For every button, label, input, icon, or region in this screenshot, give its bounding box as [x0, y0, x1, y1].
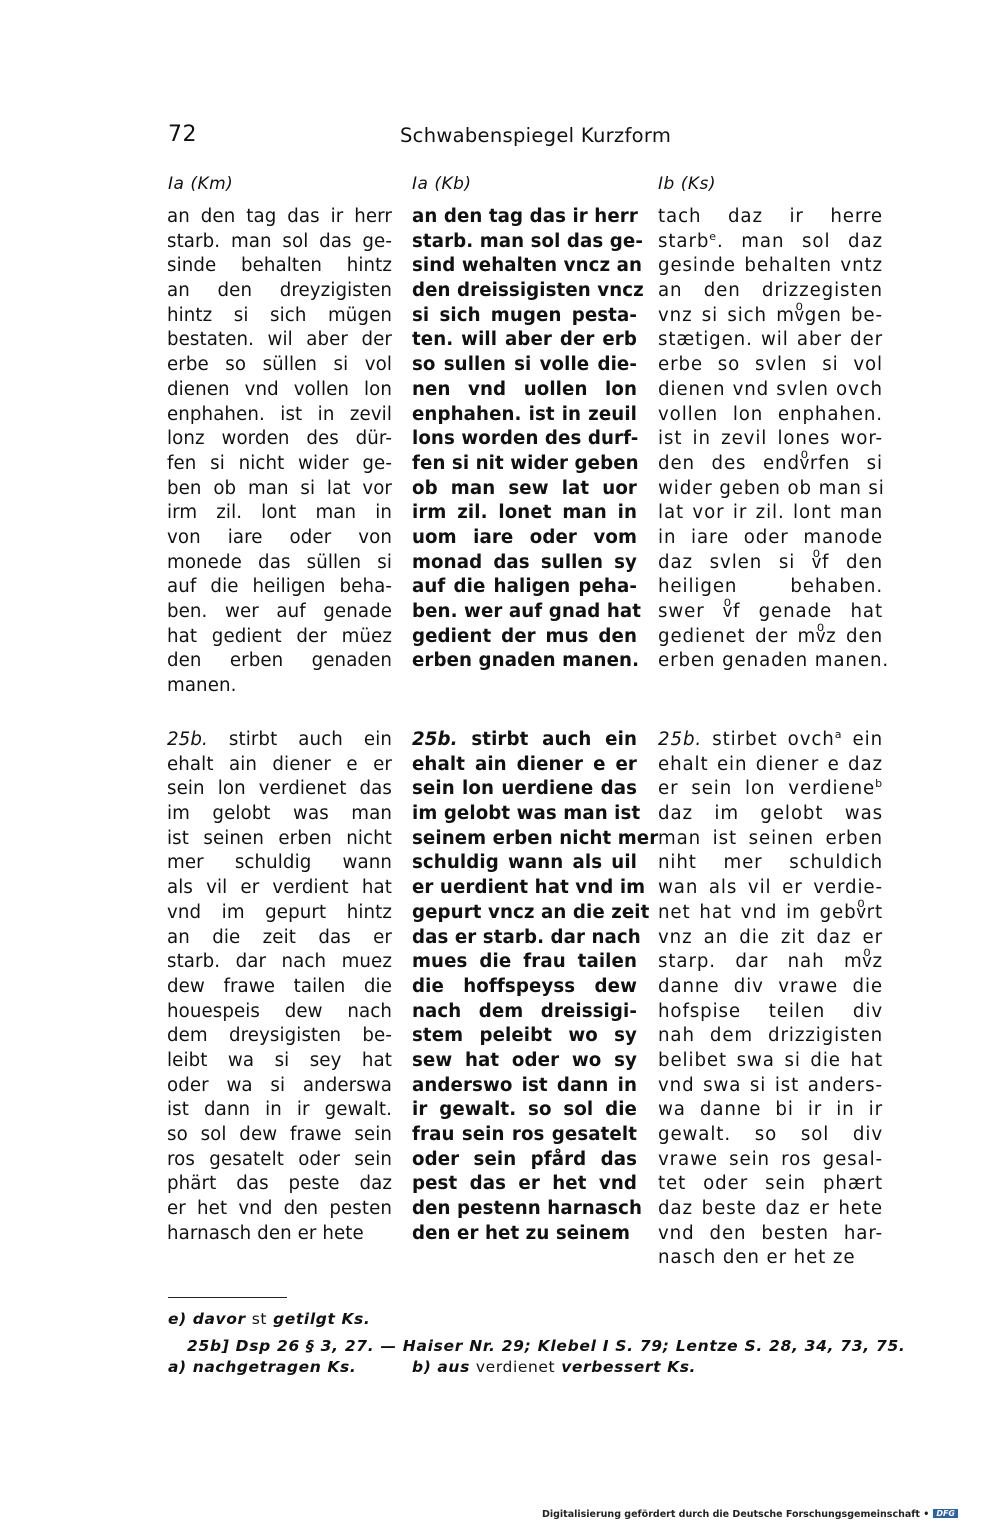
- text-line: wa danne bi ir in ir: [658, 1099, 883, 1121]
- footnote-e: [168, 1310, 370, 1328]
- text-line: vnd swa si ist anders-: [658, 1074, 883, 1096]
- column-ks-block-1: [658, 205, 890, 674]
- text-line: vollen lon enphahen.: [658, 403, 883, 425]
- text-line: fen si nit wider geben: [412, 452, 639, 474]
- text-line: in iare oder manode: [658, 526, 883, 548]
- text-line: er uerdient hat vnd im: [412, 877, 646, 899]
- text-line: ehalt ain diener e er: [412, 753, 637, 775]
- footnote-e-part: e) davor: [168, 1310, 252, 1328]
- text-line: phärt das peste daz: [167, 1173, 392, 1195]
- text-line: den er het zu seinem: [412, 1222, 631, 1244]
- text-line: vnz si sich mvͦgen be-: [658, 304, 883, 326]
- footnote-b-part: b) aus: [412, 1358, 476, 1376]
- text-line: ben ob man si lat vor: [167, 477, 392, 499]
- text-line: ob man sew lat uor: [412, 477, 637, 499]
- text-line: anderswo ist dann in: [412, 1074, 637, 1096]
- text-line: starp. dar nah mvͦz: [658, 951, 883, 973]
- text-line: sind wehalten vncz an: [412, 255, 643, 277]
- text-line: starb. man sol das ge-: [412, 230, 643, 252]
- text-line: er sein lon verdiene$^b$: [658, 777, 883, 800]
- text-line: niht mer schuldich: [658, 852, 883, 874]
- text-line: gewalt. so sol div: [658, 1124, 883, 1145]
- text-line: nah dem drizzigisten: [658, 1025, 883, 1047]
- text-line: monad das sullen sy: [412, 551, 637, 573]
- text-line: belibet swa si die hat: [658, 1049, 883, 1071]
- footnote-25b: [187, 1337, 906, 1355]
- digitization-note: [542, 1509, 958, 1520]
- column-km-block-2: [167, 728, 392, 1246]
- column-heading-kb: Ia (Kb): [412, 174, 472, 194]
- text-line: lat vor ir zil. lont man: [658, 502, 883, 524]
- text-line: harnasch den er hete: [167, 1222, 364, 1244]
- text-line: leibt wa si sey hat: [167, 1049, 392, 1071]
- text-line: schuldig wann als uil: [412, 852, 637, 874]
- text-line: wider geben ob man si: [658, 477, 885, 499]
- text-line: sein lon verdienet das: [167, 778, 392, 800]
- text-line: pest das er het vnd: [412, 1173, 637, 1195]
- text-line: ir gewalt. so sol die: [412, 1099, 637, 1121]
- text-line: danne div vrawe die: [658, 975, 883, 997]
- text-line: lonz worden des dür-: [167, 428, 392, 450]
- text-line: im gelobt was man ist: [412, 803, 641, 825]
- text-line: monede das süllen si: [167, 551, 392, 573]
- text-line: daz beste daz er hete: [658, 1198, 883, 1220]
- text-line: mer schuldig wann: [167, 852, 392, 874]
- page-number: 72: [168, 122, 197, 147]
- dfg-logo: DFG: [933, 1509, 958, 1518]
- text-line: starb. man sol das ge-: [167, 230, 392, 252]
- text-line: net hat vnd im gebvͦrt: [658, 901, 883, 923]
- text-line: den erben genaden: [167, 650, 392, 672]
- text-line: dew frawe tailen die: [167, 975, 392, 997]
- text-line: oder sein pfård das: [412, 1148, 637, 1170]
- text-line: gepurt vncz an die zeit: [412, 901, 650, 923]
- column-ks-block-2: [658, 728, 883, 1271]
- text-line: heiligen behaben.: [658, 576, 883, 598]
- text-line: als vil er verdient hat: [167, 877, 392, 899]
- column-kb-block-1: [412, 205, 644, 674]
- text-line: erbe so svlen si vol: [658, 354, 883, 376]
- text-line: an den tag das ir herr: [167, 206, 392, 227]
- text-line: manen.: [167, 675, 237, 697]
- text-line: sein lon uerdiene das: [412, 778, 637, 800]
- text-line: oder wa si anderswa: [167, 1074, 392, 1096]
- text-line: ehalt ein diener e daz: [658, 753, 883, 775]
- text-line: ehalt ain diener e er: [167, 753, 392, 775]
- text-line: hat gedient der müez: [167, 625, 392, 647]
- text-line: erben gnaden manen.: [412, 650, 640, 672]
- text-line: im gelobt was man: [167, 803, 392, 825]
- section-number: 25b.: [658, 729, 713, 750]
- text-line: swer vͦf genade hat: [658, 601, 883, 622]
- text-line: ist seinen erben nicht: [167, 827, 392, 849]
- text-line: den pestenn harnasch: [412, 1198, 643, 1220]
- running-title: Schwabenspiegel Kurzform: [400, 124, 672, 147]
- text-line: tet oder sein phært: [658, 1173, 883, 1195]
- footnote-e-part: getilgt Ks.: [267, 1310, 371, 1328]
- text-line: 25b. stirbet ovch$^a$ ein: [658, 728, 883, 750]
- text-line: er het vnd den pesten: [167, 1198, 392, 1220]
- text-line: von iare oder von: [167, 526, 392, 548]
- text-line: bestaten. wil aber der: [167, 329, 392, 351]
- text-line: man ist seinen erben: [658, 827, 883, 849]
- text-line: enphahen. ist in zeuil: [412, 403, 637, 425]
- text-line: 25b. stirbt auch ein: [167, 729, 392, 750]
- text-line: ben. wer auf genade: [167, 601, 392, 622]
- digitization-text: Digitalisierung gefördert durch die Deutsche Forschungsgemeinschaft •: [541, 1509, 930, 1520]
- text-line: ten. will aber der erb: [412, 329, 637, 351]
- text-line: dem dreysigisten be-: [167, 1025, 392, 1047]
- text-line: die hoffspeyss dew: [412, 975, 637, 997]
- text-line: irm zil. lonet man in: [412, 502, 637, 524]
- text-line: lons worden des durf-: [412, 428, 639, 450]
- text-line: das er starb. dar nach: [412, 926, 641, 948]
- text-line: daz im gelobt was: [658, 803, 883, 825]
- footnote-b: [412, 1358, 696, 1376]
- column-heading-ks: Ib (Ks): [658, 174, 716, 194]
- text-line: tach daz ir herre: [658, 206, 883, 227]
- text-line: an die zeit das er: [167, 926, 392, 948]
- text-line: wan als vil er verdie-: [658, 877, 883, 899]
- text-line: sinde behalten hintz: [167, 255, 392, 277]
- text-line: auf die heiligen beha-: [167, 576, 392, 598]
- text-line: gesinde behalten vntz: [658, 255, 883, 277]
- text-line: auf die haligen peha-: [412, 576, 637, 598]
- footnote-marker: e: [709, 229, 717, 243]
- text-line: irm zil. lont man in: [167, 502, 392, 524]
- footnote-a: a) nachgetragen Ks.: [168, 1358, 357, 1376]
- footnote-b-part: verdienet: [475, 1358, 556, 1376]
- text-line: den dreissigisten vncz: [412, 280, 644, 302]
- text-line: hofspise teilen div: [658, 1000, 883, 1022]
- section-number: 25b.: [167, 729, 229, 750]
- text-line: enphahen. ist in zevil: [167, 403, 392, 425]
- text-line: dienen vnd vollen lon: [167, 378, 392, 400]
- column-heading-km: Ia (Km): [168, 174, 234, 194]
- text-line: ros gesatelt oder sein: [167, 1148, 392, 1170]
- footnote-e-part: st: [251, 1310, 268, 1328]
- text-line: 25b. stirbt auch ein: [412, 729, 637, 750]
- text-line: nach dem dreissigi-: [412, 1000, 637, 1022]
- footnote-25b-part: 25b]: [187, 1337, 236, 1355]
- text-line: sew hat oder wo sy: [412, 1049, 637, 1071]
- text-line: an den dreyzigisten: [167, 280, 392, 302]
- text-line: vnd den besten har-: [658, 1222, 883, 1244]
- text-line: dienen vnd svlen ovch: [658, 378, 883, 400]
- text-line: ben. wer auf gnad hat: [412, 601, 642, 622]
- footnote-rule: [168, 1297, 287, 1298]
- footnote-25b-part: Haiser Nr. 29; Klebel I S. 79; Lentze S. 28, 34, 73, 75.: [396, 1337, 906, 1355]
- section-number: 25b.: [412, 729, 472, 750]
- text-line: erben genaden manen.: [658, 650, 890, 672]
- text-line: frau sein ros gesatelt: [412, 1124, 637, 1145]
- text-line: starb$^e$. man sol daz: [658, 229, 883, 252]
- text-line: hintz si sich mügen: [167, 304, 392, 326]
- column-kb-block-2: [412, 728, 659, 1246]
- text-line: starb. dar nach muez: [167, 951, 392, 973]
- text-line: an den tag das ir herr: [412, 206, 638, 227]
- text-line: den des endvͦrfen si: [658, 452, 883, 474]
- text-line: mues die frau tailen: [412, 951, 637, 973]
- text-line: houespeis dew nach: [167, 1000, 392, 1022]
- text-line: gedienet der mvͦz den: [658, 625, 883, 647]
- text-line: nasch den er het ze: [658, 1247, 856, 1269]
- footnote-marker: a: [834, 728, 843, 741]
- text-line: ist dann in ir gewalt.: [167, 1099, 392, 1121]
- text-line: vrawe sein ros gesal-: [658, 1148, 883, 1170]
- text-line: stem peleibt wo sy: [412, 1025, 637, 1047]
- footnote-b-part: verbessert Ks.: [555, 1358, 697, 1376]
- text-line: uom iare oder vom: [412, 526, 637, 548]
- text-line: nen vnd uollen lon: [412, 378, 637, 400]
- text-line: so sol dew frawe sein: [167, 1124, 392, 1145]
- text-line: vnd im gepurt hintz: [167, 901, 392, 923]
- text-line: vnz an die zit daz er: [658, 926, 883, 948]
- text-line: fen si nicht wider ge-: [167, 452, 392, 474]
- text-line: erbe so süllen si vol: [167, 354, 392, 376]
- column-km-block-1: [167, 205, 392, 699]
- text-line: si sich mugen pesta-: [412, 304, 637, 326]
- text-line: gedient der mus den: [412, 625, 637, 647]
- text-line: seinem erben nicht mer: [412, 827, 659, 849]
- text-line: stætigen. wil aber der: [658, 329, 883, 351]
- text-line: ist in zevil lones wor-: [658, 428, 883, 450]
- text-line: an den drizzegisten: [658, 280, 883, 302]
- text-line: so sullen si volle die-: [412, 354, 637, 376]
- footnote-25b-part: Dsp 26 § 3, 27. —: [235, 1337, 397, 1355]
- footnote-marker: b: [875, 777, 883, 791]
- text-line: daz svlen si vͦf den: [658, 551, 883, 573]
